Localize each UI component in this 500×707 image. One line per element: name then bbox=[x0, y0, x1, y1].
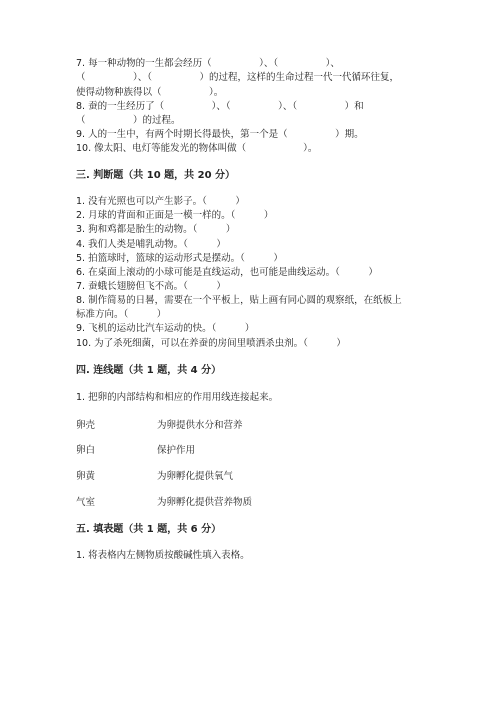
match-left-3[interactable]: 卵黄 bbox=[76, 471, 96, 482]
tf-item-7: 7. 蚕蛾长翅膀但飞不高。（ ） bbox=[76, 281, 226, 292]
tf-item-8-line-1: 8. 制作简易的日晷，需要在一个平板上，贴上画有同心圆的观察纸，在纸板上 bbox=[76, 295, 402, 306]
table-instruction: 1. 将表格内左侧物质按酸碱性填入表格。 bbox=[76, 550, 250, 561]
tf-item-9: 9. 飞机的运动比汽车运动的快。（ ） bbox=[76, 323, 255, 334]
tf-item-6: 6. 在桌面上滚动的小球可能是直线运动，也可能是曲线运动。（ ） bbox=[76, 267, 378, 278]
q7-line-2: （ ）、（ ）的过程，这样的生命过程一代一代循环往复， bbox=[76, 72, 400, 83]
tf-item-1: 1. 没有光照也可以产生影子。（ ） bbox=[76, 196, 245, 207]
tf-item-5: 5. 拍篮球时，篮球的运动形式是摆动。（ ） bbox=[76, 253, 283, 264]
q8-line-1: 8. 蚕的一生经历了（ ）、（ ）、（ ）和 bbox=[76, 101, 364, 112]
section-5-heading: 五. 填表题（共 1 题，共 6 分） bbox=[76, 524, 222, 535]
matching-instruction: 1. 把卵的内部结构和相应的作用用线连接起来。 bbox=[76, 392, 279, 403]
q10-line: 10. 像太阳、电灯等能发光的物体叫做（ ）。 bbox=[76, 143, 318, 154]
q7-line-3: 使得动物种族得以（ ）。 bbox=[76, 87, 224, 98]
match-left-1[interactable]: 卵壳 bbox=[76, 420, 96, 431]
tf-item-8-line-2: 标准方向。（ ） bbox=[76, 309, 167, 320]
match-left-4[interactable]: 气室 bbox=[76, 497, 96, 508]
q8-line-2: （ ）的过程。 bbox=[76, 115, 181, 126]
tf-item-10: 10. 为了杀死细菌，可以在养蚕的房间里喷洒杀虫剂。（ ） bbox=[76, 338, 346, 349]
q9-line: 9. 人的一生中，有两个时期长得最快，第一个是（ ）期。 bbox=[76, 129, 364, 140]
tf-item-3: 3. 狗和鸡都是胎生的动物。（ ） bbox=[76, 224, 236, 235]
match-right-2[interactable]: 保护作用 bbox=[157, 445, 196, 456]
section-4-heading: 四. 连线题（共 1 题，共 4 分） bbox=[76, 365, 222, 376]
match-left-2[interactable]: 卵白 bbox=[76, 445, 96, 456]
tf-item-4: 4. 我们人类是哺乳动物。（ ） bbox=[76, 239, 226, 250]
match-right-4[interactable]: 为卵孵化提供营养物质 bbox=[157, 497, 253, 508]
match-right-3[interactable]: 为卵孵化提供氧气 bbox=[157, 471, 234, 482]
tf-item-2: 2. 月球的背面和正面是一模一样的。（ ） bbox=[76, 210, 274, 221]
match-right-1[interactable]: 为卵提供水分和营养 bbox=[157, 420, 243, 431]
q7-line-1: 7. 每一种动物的一生都会经历（ ）、（ ）、 bbox=[76, 58, 340, 69]
section-3-heading: 三. 判断题（共 10 题，共 20 分） bbox=[76, 170, 236, 181]
